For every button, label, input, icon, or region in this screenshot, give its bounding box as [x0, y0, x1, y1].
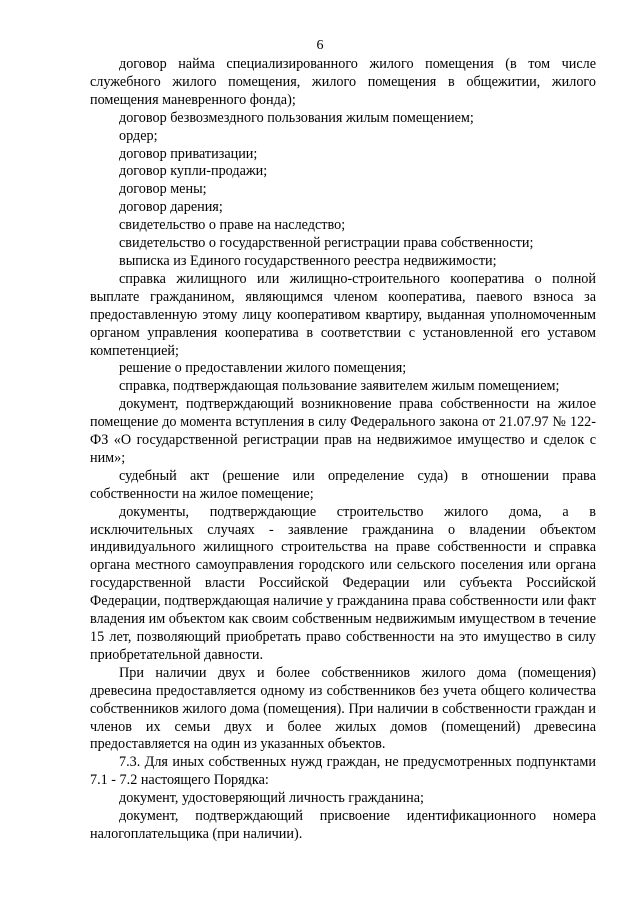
- paragraph: договор дарения;: [119, 199, 223, 216]
- paragraph: свидетельство о государственной регистрации права собственности;: [119, 235, 534, 252]
- paragraph: 7.3. Для иных собственных нужд граждан, не предусмотренных подпунктами 7.1 - 7.2 настоящего Порядка:: [90, 754, 596, 789]
- paragraph: договор мены;: [119, 181, 207, 198]
- paragraph: документ, подтверждающий возникновение права собственности на жилое помещение до момента вступления в силу Федерального закона от 21.07.97 № 122-ФЗ «О государственной регистрации прав на недвижимое имущество и сделок с ним»;: [90, 396, 596, 466]
- paragraph: документ, удостоверяющий личность гражданина;: [119, 790, 424, 807]
- paragraph: документы, подтверждающие строительство жилого дома, а в исключительных случаях - заявление гражданина о владении объектом индивидуального жилищного строительства на праве собственности и справка органа местного самоуправления городского или сельского поселения или органа государственной власти Российской Федерации или субъекта Российской Федерации, подтверждающая наличие у гражданина права собственности или факт владения им объектом как своим собственным недвижимым имуществом в течение 15 лет, позволяющий приобретать право собственности на это имущество в силу приобретательной давности.: [90, 503, 596, 663]
- paragraph: справка жилищного или жилищно-строительного кооператива о полной выплате гражданином, являющимся членом кооператива, паевого взноса за предоставленную этому лицу кооперативом квартиру, выданная уполномоченным органом управления кооператива в соответствии с установленной его уставом компетенцией;: [90, 270, 596, 359]
- paragraph: договор купли-продажи;: [119, 163, 268, 180]
- paragraph: договор приватизации;: [119, 145, 258, 162]
- paragraph: договор безвозмездного пользования жилым помещением;: [119, 109, 474, 126]
- paragraph: судебный акт (решение или определение суда) в отношении права собственности на жилое помещение;: [90, 467, 596, 502]
- page-number: 6: [316, 38, 324, 53]
- paragraph: выписка из Единого государственного реестра недвижимости;: [119, 252, 497, 269]
- paragraph: При наличии двух и более собственников жилого дома (помещения) древесина предоставляется одному из собственников без учета общего количества собственников жилого дома (помещения). При наличии в собственности граждан и членов их семьи двух и более жилых домов (помещений) древесина предоставляется на один из указанных объектов.: [90, 664, 596, 753]
- document-body: [90, 56, 596, 844]
- paragraph: договор найма специализированного жилого помещения (в том числе служебного жилого помещения, жилого помещения в общежитии, жилого помещения маневренного фонда);: [90, 56, 596, 108]
- paragraph: справка, подтверждающая пользование заявителем жилым помещением;: [119, 378, 560, 395]
- paragraph: решение о предоставлении жилого помещения;: [119, 360, 407, 377]
- paragraph: документ, подтверждающий присвоение идентификационного номера налогоплательщика (при наличии).: [90, 808, 596, 842]
- paragraph: ордер;: [119, 127, 158, 144]
- paragraph: свидетельство о праве на наследство;: [119, 217, 346, 234]
